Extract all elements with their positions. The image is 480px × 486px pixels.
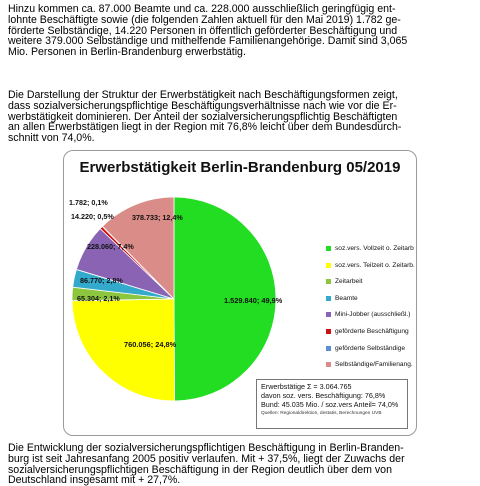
legend-label: geförderte Selbständige (335, 344, 406, 352)
legend-label: Mini-Jobber (ausschließl.) (335, 311, 411, 319)
legend-swatch (326, 279, 331, 284)
legend-item (326, 274, 416, 291)
text-line: Die Darstellung der Struktur der Erwerbstätigkeit nach Beschäftigungsformen zeigt, (8, 89, 398, 101)
text-line: werbstätigkeit dominieren. Der Anteil der sozialversicherungspflichtig Beschäftigten (8, 110, 398, 123)
structure-paragraph (8, 90, 472, 144)
text-line: an allen Erwerbstätigen liegt in der Region mit 76,8% leicht über dem Bundesdurch- (8, 121, 402, 134)
text-line: Deutschland insgesamt mit + 27,7%. (8, 474, 181, 486)
text-line: Mio. Personen in Berlin-Brandenburg erwerbstätig. (8, 46, 246, 59)
summary-share: davon soz. vers. Beschäftigung: 76,8% (261, 391, 386, 401)
legend-label: Beamte (335, 294, 358, 302)
text-line: burg ist seit Jahresanfang 2005 positiv verlaufen. Mit + 37,5%, liegt der Zuwachs der (8, 452, 405, 465)
legend-item (326, 241, 416, 258)
text-line: förderte Selbständige, 14.220 Personen in öffentlich geförderter Beschäftigung und (8, 24, 398, 37)
legend-swatch (326, 312, 331, 317)
text-line: Die Entwicklung der sozialversicherungspflichtigen Beschäftigung in Berlin-Branden- (8, 442, 404, 454)
slice-data-label: 228.060; 7,4% (87, 242, 134, 251)
legend-swatch (326, 362, 331, 367)
legend-item (326, 324, 416, 341)
legend-label: Selbständige/Familienang. (335, 361, 413, 369)
chart-legend (326, 241, 416, 374)
legend-swatch (326, 346, 331, 351)
summary-total: Erwerbstätige Σ = 3.064.765 (261, 382, 352, 391)
text-line: sozialversicherungspflichtigen Beschäftigung in der Region deutlich über dem von (8, 463, 392, 476)
legend-swatch (326, 246, 331, 251)
legend-item (326, 291, 416, 308)
legend-item (326, 258, 416, 275)
legend-item (326, 341, 416, 358)
pie-slice-2 (72, 299, 175, 401)
legend-label: geförderte Beschäftigung (335, 327, 409, 335)
legend-item (326, 307, 416, 324)
text-line: Hinzu kommen ca. 87.000 Beamte und ca. 228.000 ausschließlich geringfügig ent- (8, 3, 396, 15)
summary-federal: Bund: 45.035 Mio. / soz.vers Anteil= 74,0% (261, 400, 399, 410)
legend-item (326, 357, 416, 374)
slice-data-label: 86.770; 2,8% (80, 276, 123, 285)
slice-data-label: 378.733; 12,4% (132, 213, 183, 222)
legend-swatch (326, 329, 331, 334)
legend-swatch (326, 263, 331, 268)
employment-pie-chart (63, 150, 417, 436)
slice-data-label: 65.304; 2,1% (77, 294, 120, 303)
legend-swatch (326, 296, 331, 301)
text-line: dass sozialversicherungspflichtige Beschäftigungsverhältnisse nach wie vor die Er- (8, 99, 397, 112)
text-line: lohnte Beschäftigte sowie (die folgenden Zahlen aktuell für den Mai 2019) 1.782 ge- (8, 13, 401, 26)
slice-data-label: 760.056; 24,8% (124, 340, 177, 349)
slice-data-label: 1.782; 0,1% (69, 198, 108, 207)
summary-box (256, 379, 408, 429)
legend-label: soz.vers. Vollzeit o. Zeitarb (335, 245, 414, 252)
legend-label: Zeitarbeit (335, 278, 363, 286)
slice-data-label: 14.220; 0,5% (71, 212, 114, 221)
legend-label: soz.vers. Teilzeit o. Zeitarb. (335, 261, 415, 269)
summary-source: Quellen: Regionaldirektion, destatis, Berechnungen UVB (261, 410, 382, 416)
slice-data-label: 1.529.840; 49,9% (224, 296, 283, 305)
intro-paragraph (8, 4, 472, 58)
chart-title: Erwerbstätigkeit Berlin-Brandenburg 05/2019 (79, 159, 401, 176)
text-line: schnitt von 74,0%. (8, 132, 95, 145)
text-line: weitere 379.000 Selbständige und mithelfende Familienangehörige. Damit sind 3,065 (8, 35, 408, 48)
